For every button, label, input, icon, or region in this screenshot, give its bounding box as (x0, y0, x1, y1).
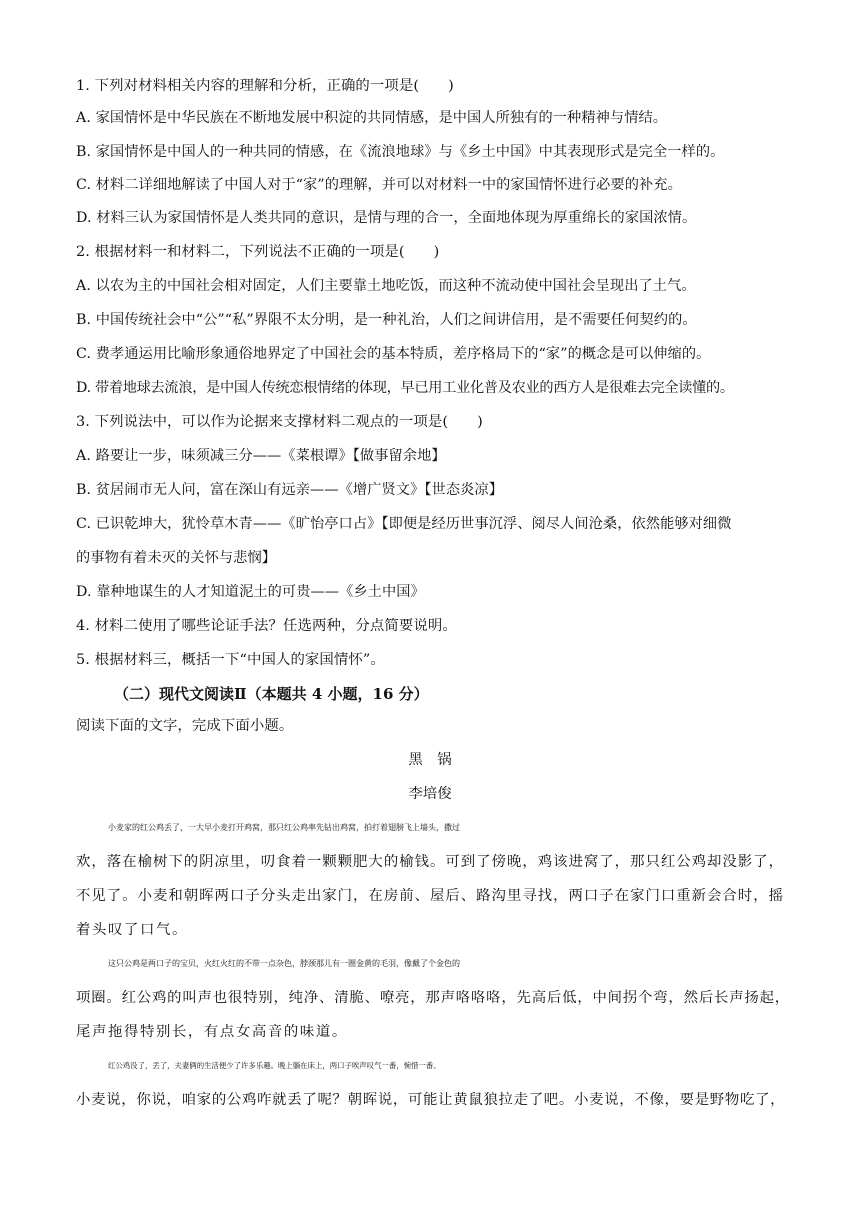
question-1-option-d: D. 材料三认为家国情怀是人类共同的意识，是情与理的合一，全面地体现为厚重绵长的家国浓情。 (76, 210, 697, 226)
story-paragraph-2-line-1: 这只公鸡是两口子的宝贝，火红火红的不带一点杂色，脖颈那儿有一圈金黄的毛羽，像戴了个金色的 (108, 959, 460, 968)
question-3-option-c-line2: 的事物有着未灭的关怀与悲悯】 (76, 550, 277, 566)
question-3-stem: 3. 下列说法中，可以作为论据来支撑材料二观点的一项是( ) (76, 414, 483, 430)
question-3-option-c-line1: C. 已识乾坤大，犹怜草木青——《旷怡亭口占》【即便是经历世事沉浮、阅尽人间沧桑，依然能够对细微 (76, 516, 732, 532)
question-1-option-c: C. 材料二详细地解读了中国人对于“家”的理解，并可以对材料一中的家国情怀进行必要的补充。 (76, 177, 682, 193)
section-heading: （二）现代文阅读Ⅱ（本题共 4 小题，16 分） (114, 685, 429, 703)
story-paragraph-2-line-3: 尾声拖得特别长，有点女高音的味道。 (76, 1024, 348, 1040)
story-author: 李培俊 (408, 786, 452, 802)
question-2-option-d: D. 带着地球去流浪，是中国人传统恋根情绪的体现，早已用工业化普及农业的西方人是很难去完全读懂的。 (76, 380, 734, 396)
question-2-option-a: A. 以农为主的中国社会相对固定，人们主要靠土地吃饭，而这种不流动使中国社会呈现出了土气。 (76, 278, 696, 294)
story-title: 黑 锅 (408, 752, 452, 768)
question-2-stem: 2. 根据材料一和材料二，下列说法不正确的一项是( ) (76, 244, 440, 260)
question-1-option-a: A. 家国情怀是中华民族在不断地发展中积淀的共同情感，是中国人所独有的一种精神与情结。 (76, 110, 668, 126)
story-paragraph-2-line-2: 项圈。红公鸡的叫声也很特别，纯净、清脆、嘹亮，那声咯咯咯，先高后低，中间拐个弯，然后长声扬起， (76, 990, 790, 1006)
question-5: 5. 根据材料三，概括一下“中国人的家国情怀”。 (76, 652, 385, 668)
story-paragraph-1-line-3: 不见了。小麦和朝晖两口子分头走出家门，在房前、屋后、路沟里寻找，两口子在家门口重新会合时，摇 (76, 888, 784, 904)
question-1-option-b: B. 家国情怀是中国人的一种共同的情感，在《流浪地球》与《乡土中国》中其表现形式是完全一样的。 (76, 144, 725, 160)
section-instruction: 阅读下面的文字，完成下面小题。 (76, 718, 294, 734)
story-paragraph-1-line-4: 着头叹了口气。 (76, 922, 188, 938)
question-3-option-d: D. 靠种地谋生的人才知道泥土的可贵——《乡土中国》 (76, 584, 425, 600)
question-4: 4. 材料二使用了哪些论证手法？任选两种，分点简要说明。 (76, 618, 457, 634)
story-paragraph-3-line-2: 小麦说，你说，咱家的公鸡咋就丢了呢？朝晖说，可能让黄鼠狼拉走了吧。小麦说，不像，要是野物吃了， (76, 1092, 786, 1108)
question-2-option-c: C. 费孝通运用比喻形象通俗地界定了中国社会的基本特质，差序格局下的“家”的概念是可以伸缩的。 (76, 346, 711, 362)
question-1-stem: 1. 下列对材料相关内容的理解和分析，正确的一项是( ) (76, 78, 454, 94)
question-3-option-a: A. 路要让一步，味须减三分——《菜根谭》【做事留余地】 (76, 448, 446, 464)
story-paragraph-1-line-2: 欢，落在榆树下的阴凉里，叨食着一颗颗肥大的榆钱。可到了傍晚，鸡该进窝了，那只红公鸡却没影了， (76, 854, 784, 870)
story-paragraph-1-line-1: 小麦家的红公鸡丢了，一大早小麦打开鸡窝，那只红公鸡率先钻出鸡窝，拍打着翅膀飞上墙头，撒过 (108, 823, 460, 832)
question-3-option-b: B. 贫居闹市无人问，富在深山有远亲——《增广贤文》【世态炎凉】 (76, 482, 503, 498)
story-paragraph-3-line-1: 红公鸡没了，丢了，夫妻俩的生活便少了许多乐趣。晚上躺在床上，两口子唉声叹气一番，惋惜一番。 (108, 1061, 441, 1070)
question-2-option-b: B. 中国传统社会中“公”“私”界限不太分明，是一种礼治，人们之间讲信用，是不需要任何契约的。 (76, 312, 697, 328)
